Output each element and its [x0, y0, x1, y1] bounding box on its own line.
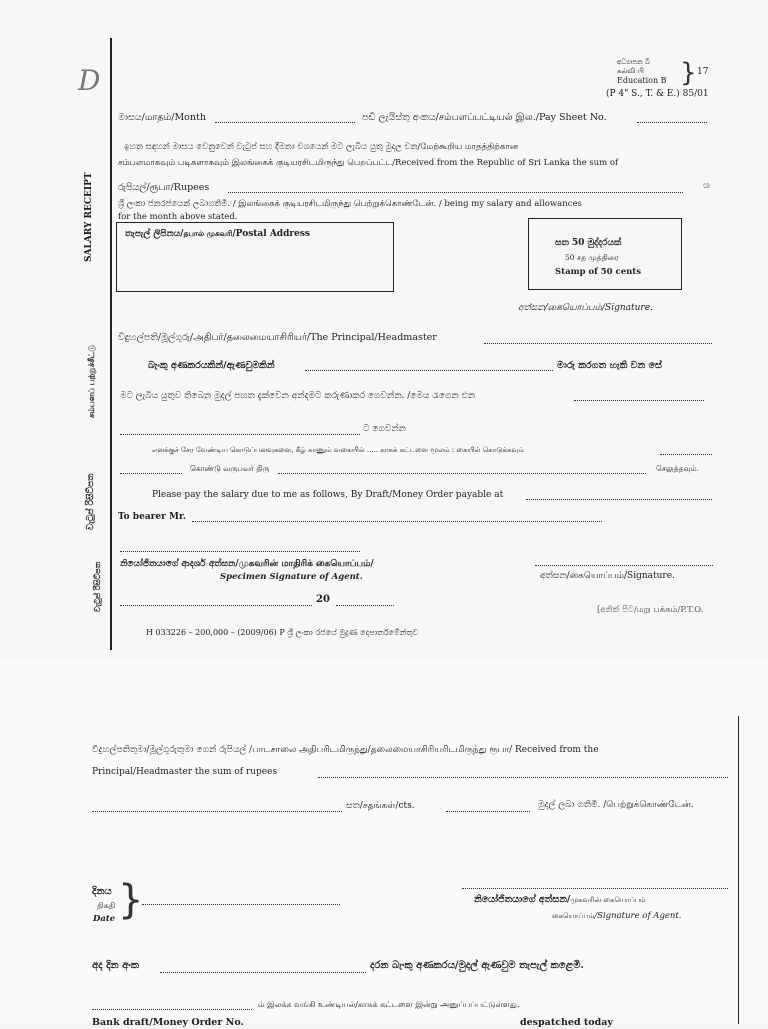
- rupees-label: රුපියල්/ரூபா/Rupees: [118, 182, 210, 193]
- postal-address-label: [125, 228, 310, 240]
- specimen-signature-field[interactable]: [120, 550, 360, 552]
- pay-to-label: ට ගෙවන්න: [363, 424, 406, 434]
- principal-sum-label: Principal/Headmaster the sum of rupees: [92, 767, 278, 777]
- cut-right-label: despatched today: [520, 1017, 613, 1028]
- principal-label: විදුහල්පති/මූල්ගුරු/அதிபர்/தலைமையாசிரியர்/The Principal/Headmaster: [118, 332, 437, 343]
- month-field[interactable]: [215, 121, 355, 123]
- bank-receipt-label: දරන බැංකු අණකරය/මුදල් ඇණවුම තැපැල් කළෙමි.: [370, 960, 584, 971]
- specimen-label-si: නියෝජිතයාගේ ආදර්ශ අත්සන/முகவரின் மாதிரிக் கையொப்பம்/: [120, 559, 374, 569]
- date-year-prefix: 20: [316, 594, 330, 605]
- rupees-field[interactable]: [228, 191, 683, 193]
- postal-label-si: තැපැල් ලිපිනය/: [125, 229, 184, 239]
- tamil-pay-end: செலுத்தவும்.: [656, 464, 700, 473]
- sum-rupees-field[interactable]: [318, 776, 728, 778]
- side-tamil-receipt: சம்பளப் பற்றுச்சீட்டு: [86, 344, 96, 418]
- form-letter: D: [78, 64, 101, 97]
- date-brace: }: [118, 877, 144, 923]
- date-field-year[interactable]: [336, 604, 394, 606]
- bearer-label: To bearer Mr.: [118, 512, 187, 522]
- signature-label: අත්සන/கையொப்பம்/Signature.: [518, 303, 653, 313]
- received-end: මුදල් ලබා ගතිමි. /பெற்றுக்கொண்டேன்.: [538, 800, 694, 810]
- date-label-en: Date: [93, 914, 116, 924]
- for-month-line: for the month above stated.: [118, 212, 238, 222]
- tamil-pay-line: எனக்குச் சேர வேண்டிய கொடுப்பனவுகளை, கீழ் காணும் வகையில் ..... காசுக் கட்டளை மூலம் : கையில் கொடுக்கவும்: [152, 446, 524, 454]
- ref-code: (P 4" S., T. & E.) 85/01: [606, 89, 709, 99]
- tamil-pay-field-2[interactable]: [120, 472, 182, 474]
- signature2-field[interactable]: [535, 564, 713, 566]
- stamp-box: [528, 218, 682, 290]
- being-line: ශ්‍රී ලංකා ජනරජයෙන් ලබාගතිමි. / இலங்கைக் குடியரசிடமிருந்து பெற்றுக்கொண்டேன். / being my salary and allowances: [118, 199, 582, 209]
- margin-rule: [110, 38, 112, 650]
- side-salary-receipt: SALARY RECEIPT: [84, 172, 94, 262]
- received-tamil: சம்பளமாகவும் படிகளாகவும் இலங்கைக் குடியரசிடமிருந்து பெறப்பட்ட/Received from the Republic of Sri Lanka the sum of: [118, 158, 619, 168]
- agent-si: නියෝජිතයාගේ අත්සන/: [474, 894, 571, 905]
- cts-field[interactable]: [446, 810, 530, 812]
- postal-address-box[interactable]: [116, 222, 394, 292]
- received-sinhala: ඉහත සඳහන් මාසය වෙනුවෙන් වැටුප් සහ දීමනා වශයෙන් මට ලැබිය යුතු මුදල වන/மேற்கூறிய மாதத்திற்கான: [124, 142, 519, 152]
- tamil-number-field[interactable]: [92, 1008, 252, 1010]
- tamil-pay-bearer: கொண்டு வருபவர் திரு: [190, 464, 270, 473]
- agent-ta: முகவரின் கையொப்பம்: [570, 896, 646, 904]
- ref-line-1: අධ්‍යාපන බී: [617, 58, 650, 66]
- stamp-label-si: සත 50 මුද්දරයක්: [555, 238, 622, 248]
- please-pay-line: Please pay the salary due to me as follows, By Draft/Money Order payable at: [152, 490, 504, 500]
- agent-label-si: [474, 894, 646, 906]
- agent-signature-field[interactable]: [462, 887, 728, 889]
- lower-date-field[interactable]: [142, 903, 340, 905]
- postal-label-ta: தபால் முகவரி: [183, 229, 233, 238]
- agent-ta2: கையொப்பம்: [552, 912, 595, 920]
- agent-en: /Signature of Agent.: [594, 911, 682, 921]
- pto-label: [අනික් පිට/மறு பக்கம்/P.T.O.: [597, 605, 704, 615]
- sum-words-field[interactable]: [92, 810, 342, 812]
- stamp-label-ta: 50 சத முத்திரை: [565, 253, 619, 262]
- pay-sheet-field[interactable]: [637, 121, 707, 123]
- tamil-end-label: ம் இலக்க வங்கி உண்டியல்/காசுக் கட்டளை இன்று அனுப்பப்பட்டுள்ளது.: [258, 1000, 520, 1009]
- print-code: H 033226 – 200,000 – (2009/06) P ශ්‍රී ලංකා රජයේ මුද්‍රණ දෙපාර්තමේන්තුව: [146, 628, 419, 637]
- bearer-field[interactable]: [192, 520, 602, 522]
- lower-received-line: විදුහල්පතිතුමා/මූල්ගුරුතුමා ගෙන් රුපියල් /பாடசாலை அதிபரிடமிருந்து/தலைமையாசிரியரிடமிருந்து ரூபா/ Received from the: [92, 745, 599, 755]
- date-field-day[interactable]: [120, 604, 312, 606]
- cts-label: සත/சதங்கள்/cts.: [346, 801, 415, 811]
- agent-receipt-form: [0, 662, 768, 1028]
- pay-to-field[interactable]: [120, 433, 360, 435]
- bank-field[interactable]: [305, 369, 553, 371]
- signature2-label: අත්සන/கையொப்பம்/Signature.: [540, 571, 675, 581]
- today-label: අද දින අංක: [92, 960, 139, 971]
- principal-field[interactable]: [484, 342, 712, 344]
- stamp-label-en: Stamp of 50 cents: [555, 267, 642, 277]
- today-number-field[interactable]: [160, 971, 366, 973]
- cents-label: ශ: [703, 180, 710, 191]
- date-label-ta: திகதி: [97, 901, 116, 910]
- ref-brace: }: [680, 58, 697, 88]
- ref-line-3: Education B: [617, 76, 667, 85]
- pay-line: මට ලැබිය යුතුව තිබෙන මුදල් පහත දැක්වෙන අන්දමට කරුණාකර ගෙවන්න. /මෙය රැගෙන එන: [120, 391, 476, 401]
- right-rule: [738, 716, 739, 1024]
- ref-line-2: கல்வி பி: [617, 67, 644, 75]
- tamil-bearer-field[interactable]: [278, 472, 646, 474]
- postal-label-en: /Postal Address: [232, 229, 310, 239]
- side-sinhala-receipt: වැටුප් රිසිට්පත: [86, 473, 96, 530]
- bank-line-a: බැංකු අණකරයකින්/ඇණවුමකින්: [148, 360, 275, 371]
- ref-number: 17: [697, 67, 709, 77]
- pay-sheet-label: පඩි ලැයිස්තු අංකය/சம்பளப்பட்டியல் இல./Pay Sheet No.: [362, 112, 607, 123]
- side-sinhala-receipt-2: වැටුප් රිසිට්පත: [92, 561, 102, 612]
- specimen-label-en: Specimen Signature of Agent.: [220, 572, 363, 582]
- bank-line-b: මාරු කරගත හැකි වන සේ: [557, 360, 662, 371]
- tamil-pay-field[interactable]: [660, 453, 712, 455]
- month-label: මාසය/மாதம்/Month: [118, 112, 206, 123]
- agent-label-en: [552, 910, 682, 922]
- pay-line-field[interactable]: [574, 399, 704, 401]
- date-label-si: දිනය: [92, 886, 112, 897]
- payable-at-field[interactable]: [526, 498, 712, 500]
- cut-left-label: Bank draft/Money Order No.: [92, 1017, 244, 1028]
